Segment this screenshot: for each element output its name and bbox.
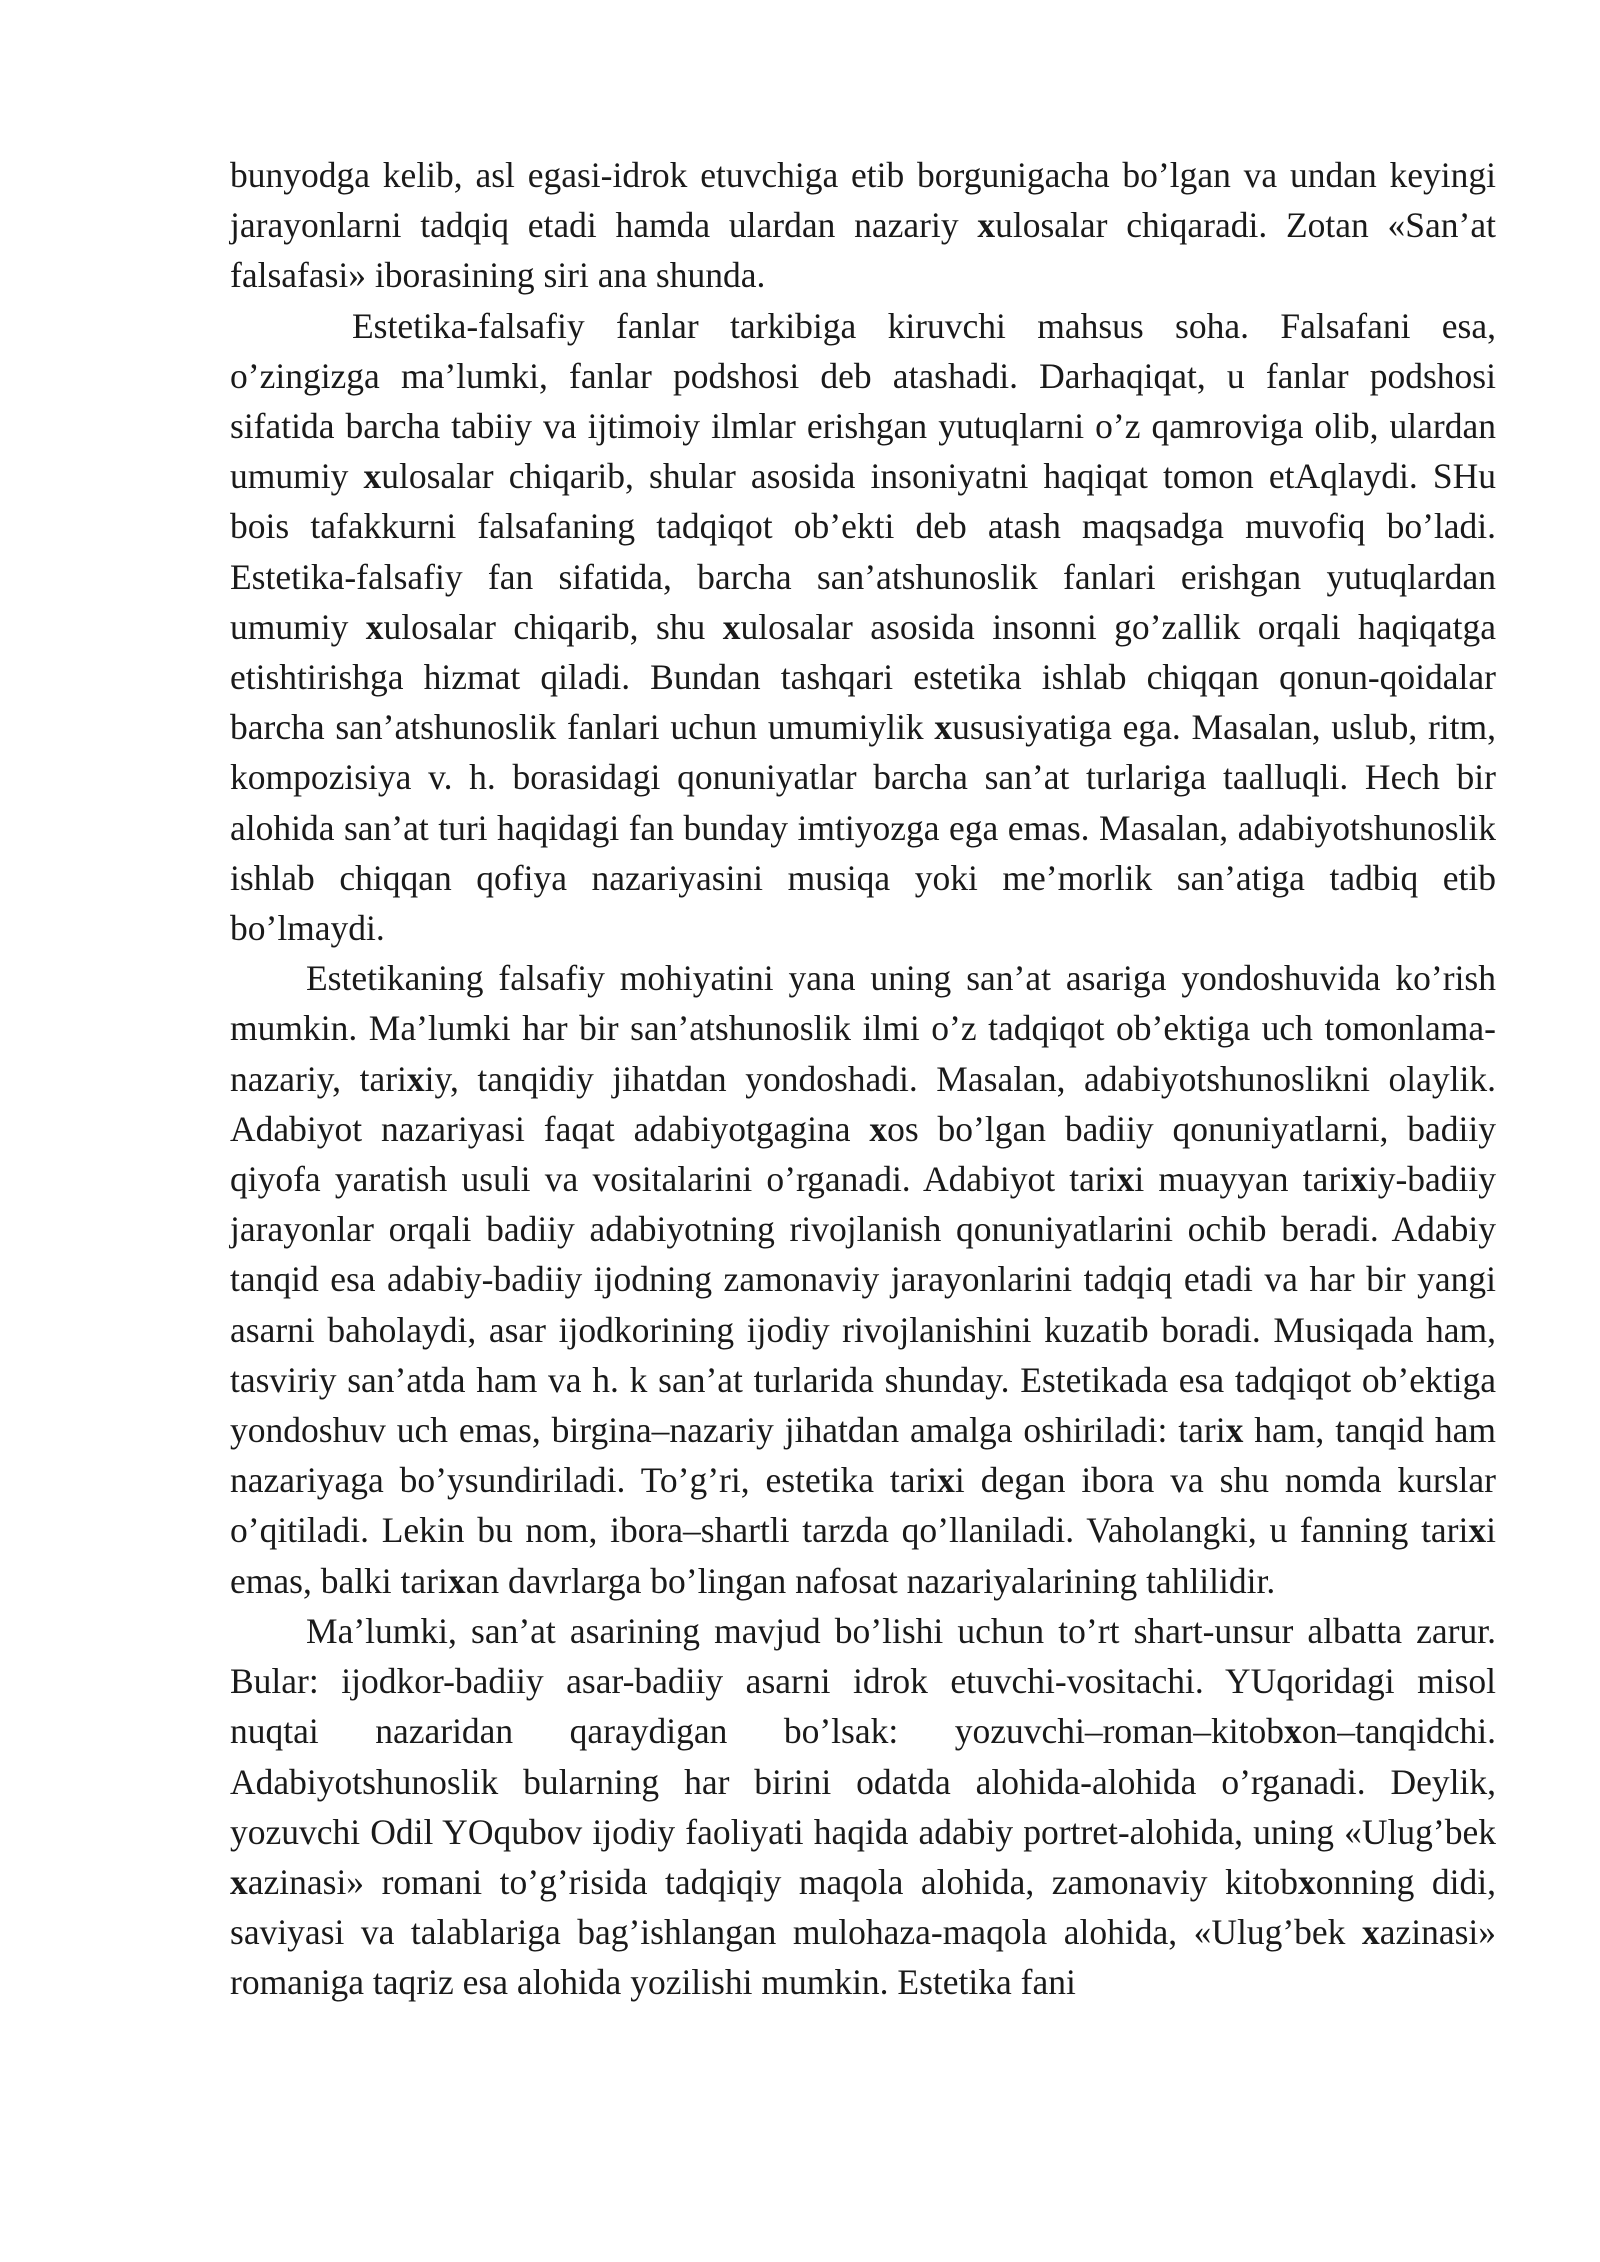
text-segment: azinasi» romaniga taqriz esa alohida yozilishi mumkin. Estetika fani (230, 1912, 1496, 2003)
text-segment: azinasi» romani to’g’risida tadqiqiy maqola alohida, zamonaviy kitob (247, 1861, 1299, 1902)
text-segment: ham, tanqid ham nazariyaga bo’ysundiriladi. To’g’ri, estetika tari (230, 1410, 1496, 1501)
text-segment: ususiyatiga ega. Masalan, uslub, ritm, kompozisiya v. h. borasidagi qonuniyatlar barcha san’at turlariga taalluqli. Hech bir alohida san’at turi haqidagi fan bunday imtiyozga ega emas. Masalan, adabiyotshunoslik ishlab chiqqan qofiya nazariyasini musiqa yoki me’morlik san’atiga tadbiq etib bo’lmaydi. (230, 707, 1496, 949)
text-segment: an davrlarga bo’lingan nafosat nazariyalarining tahlilidir. (465, 1560, 1276, 1601)
bold-letter: x (230, 1861, 248, 1902)
bold-letter: x (1350, 1159, 1368, 1200)
text-segment: iy-badiiy jarayonlar orqali badiiy adabiyotning rivojlanish qonuniyatlarini ochib beradi. Adabiy tanqid esa adabiy-badiiy ijodning zamonaviy jarayonlarini tadqiq etadi va har bir yangi asarni baholaydi, asar ijodkorining ijodiy rivojlanishini kuzatib boradi. Musiqada ham, tasviriy san’atda ham va h. k san’at turlarida shunday. Estetikada esa tadqiqot ob’ektiga yondoshuv uch emas, birgina–nazariy jihatdan amalga oshiriladi: tari (230, 1159, 1496, 1451)
text-segment: ulosalar chiqarib, shular asosida insoniyatni haqiqat tomon etAqlaydi. SHu bois tafakkurni falsafaning tadqiqot ob’ekti deb atash maqsadga muvofiq bo’ladi. Estetika-falsafiy fan sifatida, barcha san’atshunoslik fanlari erishgan yutuqlardan umumiy (230, 456, 1497, 647)
text-segment: Estetikaning falsafiy mohiyatini yana uning san’at asariga yondoshuvida ko’rish mumkin. Ma’lumki har bir san’atshunoslik ilmi o’z tadqiqot ob’ektiga uch tomonlama- nazariy, tari (230, 958, 1496, 1099)
bold-letter: x (1361, 1912, 1380, 1953)
bold-letter: x (1116, 1159, 1135, 1200)
bold-letter: x (977, 205, 996, 246)
text-segment: Estetika-falsafiy fanlar tarkibiga kiruvchi mahsus soha. Falsafani esa, o’zingizga ma’lumki, fanlar podshosi deb atashadi. Darhaqiqat, u fanlar podshosi sifatida barcha tabiiy va ijtimoiy ilmlar erishgan yutuqlarni o’z qamroviga olib, ulardan umumiy (230, 305, 1496, 497)
bold-letter: x (869, 1108, 888, 1149)
paragraph-3 (230, 953, 1496, 1606)
bold-letter: x (1298, 1861, 1316, 1902)
bold-letter: x (722, 606, 741, 647)
text-segment: on–tanqidchi. Adabiyotshunoslik bularning har birini odatda alohida-alohida o’rganadi. Deylik, yozuvchi Odil YOqubov ijodiy faoliyati haqida adabiy portret-alohida, uning «Ulug’bek (230, 1711, 1496, 1852)
text-segment: iy, tanqidiy jihatdan yondoshadi. Masalan, adabiyotshunoslikni olaylik. Adabiyot nazariyasi faqat adabiyotgagina (230, 1058, 1496, 1149)
text-segment: i muayyan tari (1134, 1159, 1351, 1200)
bold-letter: x (406, 1058, 425, 1099)
text-segment: onning didi, saviyasi va talablariga bag’ishlangan mulohaza-maqola alohida, «Ulug’bek (230, 1861, 1496, 1953)
bold-letter: x (1468, 1510, 1487, 1551)
bold-letter: x (447, 1560, 466, 1601)
document-page (230, 150, 1496, 2008)
bold-letter: x (1284, 1711, 1302, 1752)
bold-letter: x (937, 1460, 955, 1501)
text-segment: ulosalar asosida insonni go’zallik orqali haqiqatga etishtirishga hizmat qiladi. Bundan tashqari estetika ishlab chiqqan qonun-qoidalar barcha san’atshunoslik fanlari uchun umumiylik (230, 606, 1496, 748)
text-segment: bunyodga kelib, asl egasi-idrok etuvchiga etib borgunigacha bo’lgan va undan keyingi jarayonlarni tadqiq etadi hamda ulardan nazariy (230, 155, 1496, 246)
text-segment: i degan ibora va shu nomda kurslar o’qitiladi. Lekin bu nom, ibora–shartli tarzda qo’llaniladi. Vaholangki, u fanning tari (230, 1460, 1496, 1551)
bold-letter: x (1225, 1410, 1244, 1451)
bold-letter: x (934, 707, 953, 748)
paragraph-1 (230, 150, 1496, 301)
text-segment: i emas, balki tari (230, 1510, 1496, 1601)
text-segment: os bo’lgan badiiy qonuniyatlarni, badiiy qiyofa yaratish usuli va vositalarini o’rganadi. Adabiyot tari (230, 1108, 1496, 1200)
paragraph-4 (230, 1606, 1496, 2008)
bold-letter: x (365, 606, 384, 647)
text-segment: ulosalar chiqaradi. Zotan «San’at falsafasi» iborasining siri ana shunda. (230, 205, 1496, 296)
text-segment: Ma’lumki, san’at asarining mavjud bo’lishi uchun to’rt shart-unsur albatta zarur. Bular: ijodkor-badiiy asar-badiiy asarni idrok etuvchi-vositachi. YUqoridagi misol nuqtai nazaridan qaraydigan bo’lsak: yozuvchi–roman–kitob (230, 1610, 1496, 1752)
bold-letter: x (363, 456, 382, 497)
text-segment: ulosalar chiqarib, shu (383, 606, 723, 647)
paragraph-2 (230, 301, 1496, 954)
